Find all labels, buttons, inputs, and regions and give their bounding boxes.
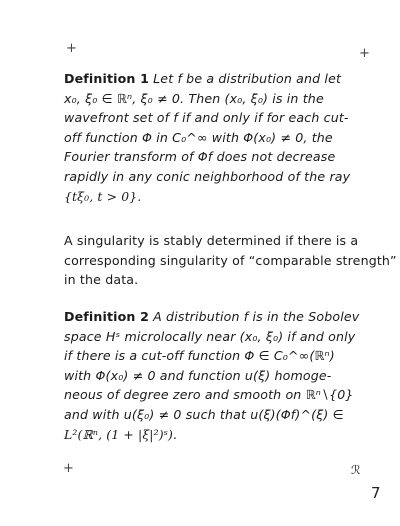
definition-2-line-4: with Φ(x₀) ≠ 0 and function u(ξ) homoge- — [64, 367, 332, 383]
definition-2-line-1: Definition 2 A distribution f is in the Sobolev — [64, 309, 360, 324]
definition-1-line-1: Definition 1 Let f be a distribution and let — [64, 71, 342, 86]
definition-1-line-2: x₀, ξ₀ ∈ ℝⁿ, ξ₀ ≠ 0. Then (x₀, ξ₀) is in the — [64, 90, 324, 106]
definition-1-label: Definition 1 — [64, 71, 149, 86]
page-number: 7 — [371, 484, 381, 502]
definition-1-line-3: wavefront set of f if and only if for each cut- — [64, 110, 349, 126]
definition-2-label: Definition 2 — [64, 309, 149, 324]
handwritten-scribble: ℛ — [351, 463, 361, 477]
definition-1-line-5: Fourier transform of Φf does not decrease — [64, 149, 336, 165]
definition-2-line-2: space Hˢ microlocally near (x₀, ξ₀) if and only — [64, 328, 356, 344]
definition-2-line-7: L²(ℝⁿ, (1 + |ξ|²)ˢ). — [64, 426, 178, 442]
paragraph-line-2: corresponding singularity of “comparable strength” — [64, 252, 397, 268]
definition-2 — [64, 307, 382, 444]
definition-1-line-7: {tξ₀, t > 0}. — [64, 188, 142, 204]
paragraph-line-1: A singularity is stably determined if there is a — [64, 233, 359, 248]
definition-1 — [64, 69, 382, 206]
definition-1-line-6: rapidly in any conic neighborhood of the ray — [64, 168, 351, 184]
definition-2-line-5: neous of degree zero and smooth on ℝⁿ∖{0} — [64, 387, 354, 403]
stability-paragraph — [64, 231, 397, 290]
paragraph-line-3: in the data. — [64, 272, 139, 288]
definition-2-line-6: and with u(ξ₀) ≠ 0 such that u(ξ)(Φf)^(ξ) ∈ — [64, 406, 344, 422]
registration-mark-top-left: + — [66, 41, 77, 56]
definition-2-line-3: if there is a cut-off function Φ ∈ C₀^∞(ℝⁿ) — [64, 348, 335, 364]
registration-mark-bottom-left: + — [63, 461, 74, 476]
registration-mark-top-right: + — [359, 46, 370, 61]
definition-1-line-4: off function Φ in C₀^∞ with Φ(x₀) ≠ 0, the — [64, 129, 333, 145]
